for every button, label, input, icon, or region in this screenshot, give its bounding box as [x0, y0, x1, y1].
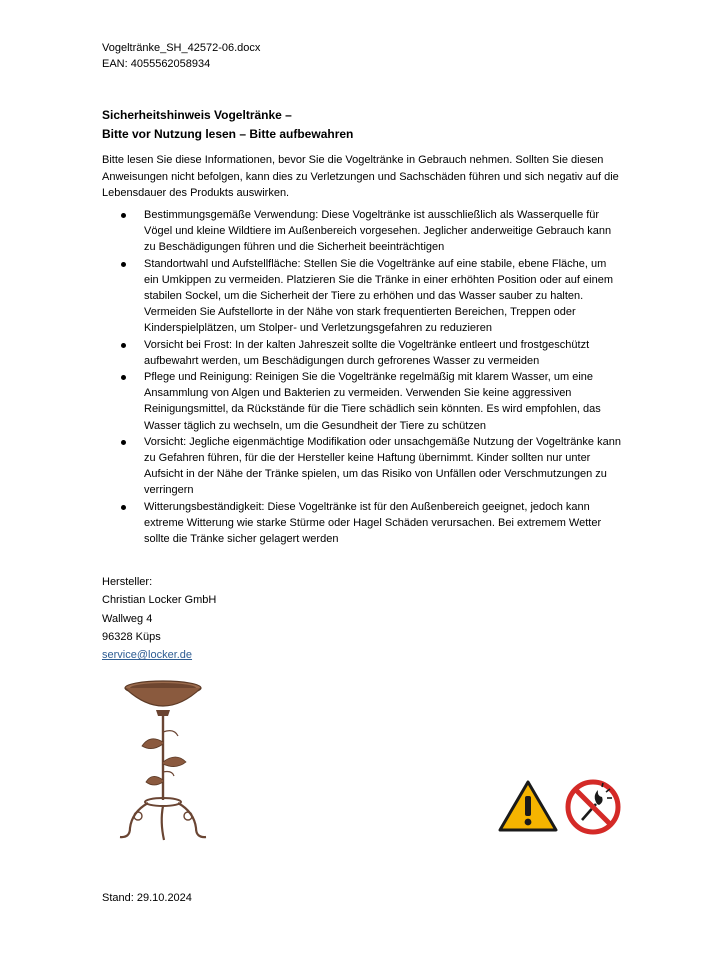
bullet-item: [102, 499, 622, 548]
bullet-text: Bestimmungsgemäße Verwendung: Diese Vogeltränke ist ausschließlich als Wasserquelle für Vögel und kleine Wildtiere im Außenbereich vorgesehen. Jeglicher anderweitige Gebrauch kann zu Beschädigungen führen und die Sicherheit beeinträchtigen: [144, 209, 612, 254]
no-open-flame-icon: [564, 778, 622, 836]
bullet-item: [102, 369, 622, 434]
bullet-dot-icon: [121, 262, 126, 267]
bullet-item: [102, 256, 622, 337]
document-date: Stand: 29.10.2024: [102, 892, 192, 904]
safety-bullet-list: [102, 207, 622, 547]
manufacturer-street: Wallweg 4: [102, 612, 153, 625]
bullet-item: [102, 434, 622, 499]
manufacturer-email-link[interactable]: service@locker.de: [102, 649, 193, 662]
bullet-text: Vorsicht bei Frost: In der kalten Jahreszeit sollte die Vogeltränke entleert und frostgeschützt aufbewahrt werden, um Beschädigungen durch gefrorenes Wasser zu vermeiden: [144, 338, 590, 367]
bullet-dot-icon: [121, 440, 126, 445]
document-title-line1: Sicherheitshinweis Vogeltränke –: [102, 108, 292, 122]
bullet-text: Standortwahl und Aufstellfläche: Stellen Sie die Vogeltränke auf eine stabile, ebene Fläche, um ein Umkippen zu vermeiden. Platzieren Sie die Tränke in einer erhöhten Position oder auf einem stabilen Sockel, um die Sicherheit der Tiere zu erhöhen und das Wasser sauber zu halten. Vermeiden Sie Aufstellorte in der Nähe von stark frequentierten Bereichen, Treppen oder Kinderspielplätzen, um Stolper- und Verletzungsgefahren zu reduzieren: [144, 257, 613, 335]
bullet-dot-icon: [121, 213, 126, 218]
manufacturer-city: 96328 Küps: [102, 630, 161, 643]
manufacturer-company: Christian Locker GmbH: [102, 594, 217, 607]
bullet-item: [102, 207, 622, 256]
bullet-dot-icon: [121, 343, 126, 348]
birdbath-product-image: [108, 672, 218, 844]
bullet-dot-icon: [121, 375, 126, 380]
bullet-text: Vorsicht: Jegliche eigenmächtige Modifikation oder unsachgemäße Nutzung der Vogeltränke kann zu Gefahren führen, für die der Hersteller keine Haftung übernimmt. Kinder sollten nur unter Aufsicht in der Nähe der Tränke spielen, um das Risiko von Unfällen oder Verschmutzungen zu verringern: [144, 435, 621, 497]
intro-paragraph: Bitte lesen Sie diese Informationen, bevor Sie die Vogeltränke in Gebrauch nehmen. Sollten Sie diesen Anweisungen nicht befolgen, kann dies zu Verletzungen und Sachschäden führen und sich negativ auf die Lebensdauer des Produkts auswirken.: [102, 154, 619, 199]
manufacturer-label: Hersteller:: [102, 576, 153, 588]
document-title-line2: Bitte vor Nutzung lesen – Bitte aufbewahren: [102, 127, 354, 141]
manufacturer-block: [102, 573, 216, 664]
bullet-text: Witterungsbeständigkeit: Diese Vogeltränke ist für den Außenbereich geeignet, jedoch kann extreme Witterung wie starke Stürme oder Hagel Schäden verursachen. Bei extremem Wetter sollte die Tränke sicher gelagert werden: [144, 500, 602, 546]
document-filename: Vogeltränke_SH_42572-06.docx: [102, 42, 261, 54]
warning-triangle-icon: [498, 780, 558, 832]
ean-code: EAN: 4055562058934: [102, 58, 211, 70]
bullet-item: [102, 337, 622, 369]
bullet-text: Pflege und Reinigung: Reinigen Sie die Vogeltränke regelmäßig mit klarem Wasser, um eine Ansammlung von Algen und Bakterien zu vermeiden. Verwenden Sie keine aggressiven Reinigungsmittel, da Rückstände für die Tiere schädlich sein könnten. Es wird empfohlen, das Wasser täglich zu wechseln, um die Gesundheit der Tiere zu schützen: [144, 371, 601, 432]
bullet-dot-icon: [121, 505, 126, 510]
